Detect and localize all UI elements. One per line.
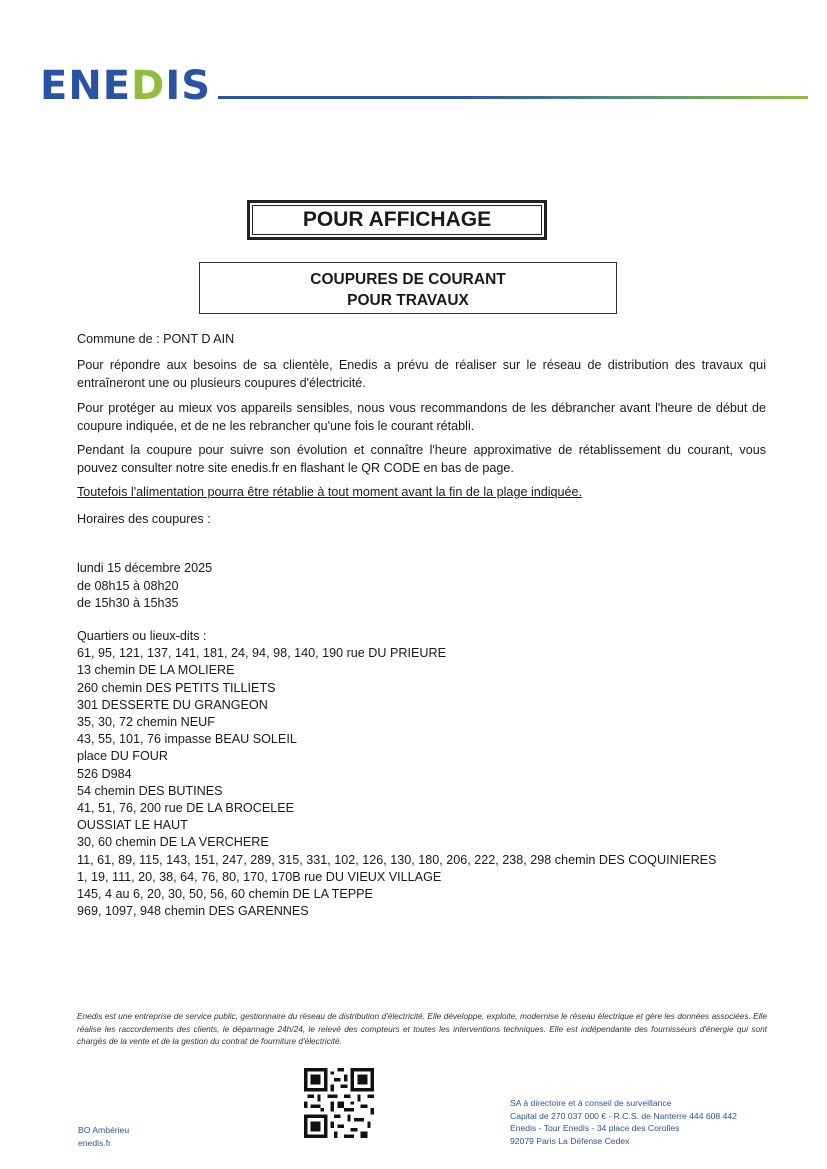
list-item: 41, 51, 76, 200 rue DE LA BROCELEE bbox=[77, 801, 295, 816]
paragraph-2: Pour protéger au mieux vos appareils sensibles, nous vous recommandons de les débrancher avant l'heure de début de coupure indiquée, et de ne les rebrancher qu'une fois le courant rétabli. bbox=[77, 401, 766, 433]
schedule-date: lundi 15 décembre 2025 bbox=[77, 561, 213, 575]
list-item: OUSSIAT LE HAUT bbox=[77, 818, 188, 833]
schedule-slot-2: de 15h30 à 15h35 bbox=[77, 596, 179, 610]
logo-underline bbox=[218, 96, 808, 99]
quartiers-label: Quartiers ou lieux-dits : bbox=[77, 629, 207, 643]
list-item: 1, 19, 111, 20, 38, 64, 76, 80, 170, 170B rue DU VIEUX VILLAGE bbox=[77, 869, 442, 884]
title-line-2: POUR TRAVAUX bbox=[347, 292, 469, 309]
footer-capital: Capital de 270 037 000 € - R.C.S. de Nanterre 444 608 442 bbox=[510, 1110, 737, 1121]
quartiers-list bbox=[77, 628, 766, 920]
list-item: 30, 60 chemin DE LA VERCHERE bbox=[77, 835, 269, 850]
enedis-logo: ENEDIS bbox=[40, 63, 212, 109]
footer-right bbox=[510, 1097, 737, 1147]
list-item: 54 chemin DES BUTINES bbox=[77, 783, 223, 798]
schedule bbox=[77, 560, 766, 613]
horaires-label: Horaires des coupures : bbox=[77, 512, 211, 526]
commune-line: Commune de : PONT D AIN bbox=[77, 332, 235, 346]
paragraph-1: Pour répondre aux besoins de sa clientèle, Enedis a prévu de réaliser sur le réseau de distribution des travaux qui entraîneront une ou plusieurs coupures d'électricité. bbox=[77, 358, 766, 390]
list-item: 301 DESSERTE DU GRANGEON bbox=[77, 697, 268, 712]
footer-address-2: 92079 Paris La Défense Cedex bbox=[510, 1135, 630, 1146]
list-item: 969, 1097, 948 chemin DES GARENNES bbox=[77, 904, 309, 919]
footer-office: BO Ambérieu bbox=[78, 1125, 130, 1135]
list-item: 11, 61, 89, 115, 143, 151, 247, 289, 315, 331, 102, 126, 130, 180, 206, 222, 238, 298 chemin DES COQUINIERES bbox=[77, 852, 717, 867]
schedule-slot-1: de 08h15 à 08h20 bbox=[77, 578, 179, 593]
list-item: 13 chemin DE LA MOLIERE bbox=[77, 663, 235, 678]
list-item: 145, 4 au 6, 20, 30, 50, 56, 60 chemin DE LA TEPPE bbox=[77, 887, 373, 902]
footer-company-type: SA à directoire et à conseil de surveillance bbox=[510, 1098, 672, 1108]
qr-code-icon[interactable] bbox=[304, 1068, 374, 1138]
title-box bbox=[199, 262, 617, 314]
footer-website-link[interactable]: enedis.fr bbox=[78, 1138, 111, 1148]
footer-address-1: Enedis - Tour Enedis - 34 place des Corolles bbox=[510, 1123, 680, 1134]
list-item: 35, 30, 72 chemin NEUF bbox=[77, 715, 215, 730]
paragraph-4: Toutefois l'alimentation pourra être rétablie à tout moment avant la fin de la plage indiquée. bbox=[77, 485, 583, 499]
list-item: place DU FOUR bbox=[77, 749, 168, 764]
footer-legal-note: Enedis est une entreprise de service public, gestionnaire du réseau de distribution d'électricité. Elle développe, exploite, modernise le réseau électrique et gère les données associées. Elle réalise les raccordements des clients, le dépannage 24h/24, le relevé des compteurs et toutes les interventions techniques. Elle est indépendante des fournisseurs d'énergie qui sont chargés de la vente et de la gestion du contrat de fourniture d'électricité. bbox=[77, 1011, 767, 1047]
list-item: 260 chemin DES PETITS TILLIETS bbox=[77, 680, 276, 695]
list-item: 526 D984 bbox=[77, 766, 132, 781]
footer-left bbox=[78, 1124, 129, 1150]
pour-affichage-box: POUR AFFICHAGE bbox=[247, 200, 547, 240]
paragraph-3: Pendant la coupure pour suivre son évolution et connaître l'heure approximative de rétablissement du courant, vous pouvez consulter notre site enedis.fr en flashant le QR CODE en bas de page. bbox=[77, 443, 766, 475]
list-item: 61, 95, 121, 137, 141, 181, 24, 94, 98, 140, 190 rue DU PRIEURE bbox=[77, 646, 446, 661]
title-line-1: COUPURES DE COURANT bbox=[310, 271, 506, 288]
list-item: 43, 55, 101, 76 impasse BEAU SOLEIL bbox=[77, 732, 297, 747]
